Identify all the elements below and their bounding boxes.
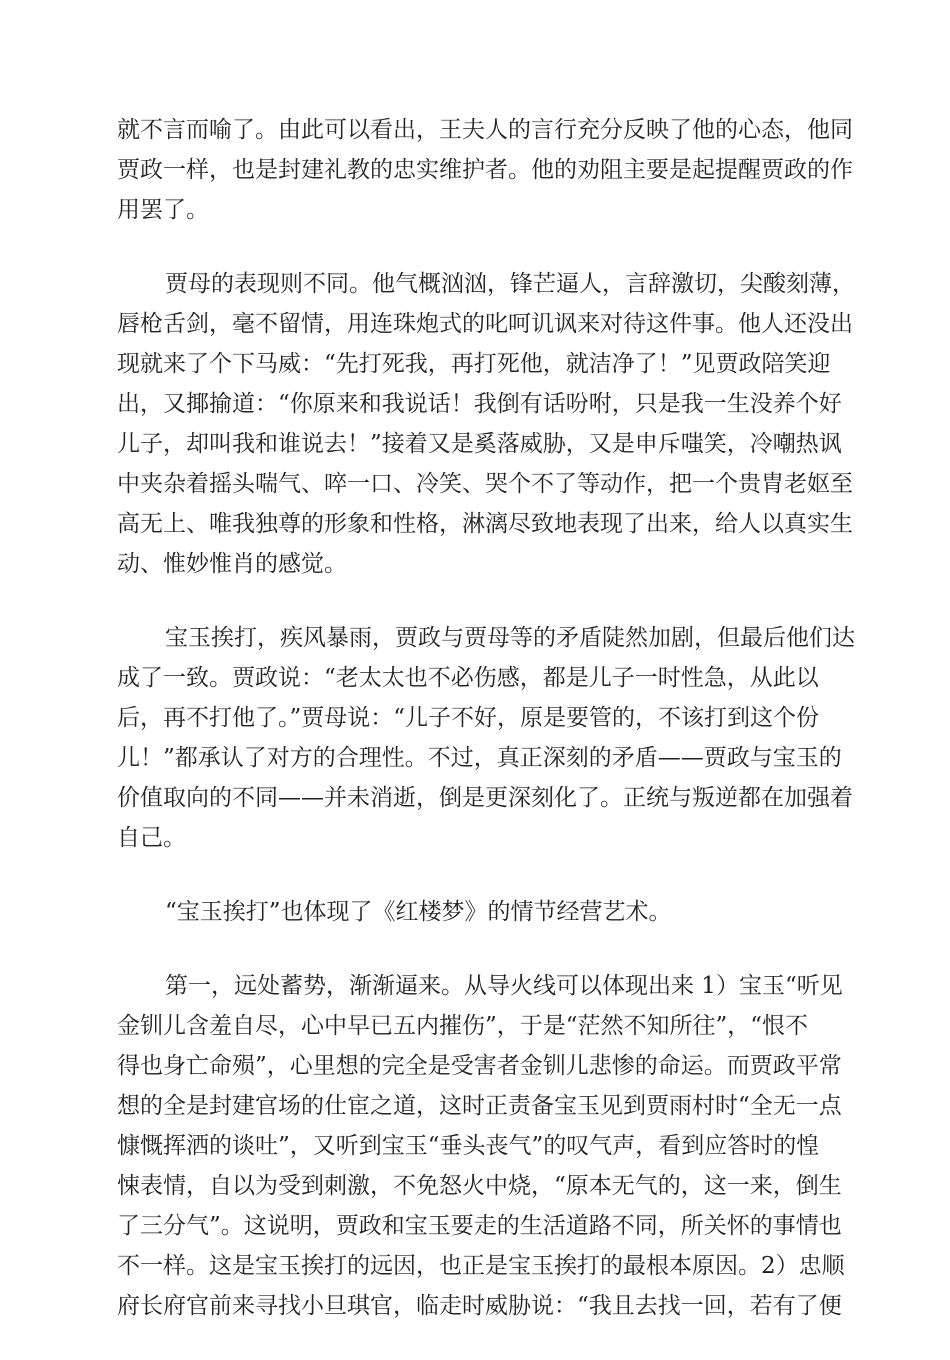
document-body <box>117 110 855 1360</box>
text-line: 想的全是封建官场的仕宦之道，这时正责备宝玉见到贾雨村时“全无一点 <box>117 1093 842 1119</box>
text-line: 了三分气”。这说明，贾政和宝玉要走的生活道路不同，所关怀的事情也 <box>117 1213 842 1239</box>
text-line: 唇枪舌剑，毫不留情，用连珠炮式的叱呵讥讽来对待这件事。他人还没出 <box>117 311 853 337</box>
text-line: 得也身亡命殒”，心里想的完全是受害者金钏儿悲惨的命运。而贾政平常 <box>117 1053 842 1079</box>
text-line: 宝玉挨打，疾风暴雨，贾政与贾母等的矛盾陡然加剧，但最后他们达 <box>165 625 855 651</box>
paragraph-2 <box>117 264 855 584</box>
text-line: 慷慨挥洒的谈吐”，又听到宝玉“垂头丧气”的叹气声，看到应答时的惶 <box>117 1133 820 1159</box>
text-line: 动、惟妙惟肖的感觉。 <box>117 551 347 577</box>
text-line: 出，又揶揄道：“你原来和我说话！我倒有话吩咐，只是我一生没养个好 <box>117 391 842 417</box>
text-line: 高无上、唯我独尊的形象和性格，淋漓尽致地表现了出来，给人以真实生 <box>117 511 853 537</box>
text-line: 价值取向的不同——并未消逝，倒是更深刻化了。正统与叛逆都在加强着 <box>117 785 853 811</box>
text-line: 儿！”都承认了对方的合理性。不过，真正深刻的矛盾——贾政与宝玉的 <box>117 745 842 771</box>
text-line: 不一样。这是宝玉挨打的远因，也正是宝玉挨打的最根本原因。2）忠顺 <box>117 1253 845 1279</box>
text-line: 贾母的表现则不同。他气概汹汹，锋芒逼人，言辞激切，尖酸刻薄， <box>165 271 855 297</box>
text-line: 第一，远处蓄势，渐渐逼来。从导火线可以体现出来 1）宝玉“听见 <box>165 973 843 999</box>
paragraph-4 <box>117 892 833 932</box>
text-line: 府长府官前来寻找小旦琪官，临走时威胁说：“我且去找一回，若有了便 <box>117 1293 842 1319</box>
text-line: 用罢了。 <box>117 197 209 223</box>
paragraph-5 <box>117 966 845 1326</box>
text-line: 自己。 <box>117 825 186 851</box>
paragraph-3 <box>117 618 855 858</box>
text-line: 儿子，却叫我和谁说去！”接着又是奚落威胁，又是申斥嗤笑，冷嘲热讽 <box>117 431 842 457</box>
text-line: 后，再不打他了。”贾母说：“儿子不好，原是要管的，不该打到这个份 <box>117 705 820 731</box>
paragraph-1 <box>117 110 853 230</box>
text-line: 金钏儿含羞自尽，心中早已五内摧伤”，于是“茫然不知所往”，“恨不 <box>117 1013 809 1039</box>
text-line: 现就来了个下马威：“先打死我，再打死他，就洁净了！”见贾政陪笑迎 <box>117 351 831 377</box>
text-line: 悚表情，自以为受到刺激，不免怒火中烧，“原本无气的，这一来，倒生 <box>117 1173 842 1199</box>
text-line: 贾政一样，也是封建礼教的忠实维护者。他的劝阻主要是起提醒贾政的作 <box>117 157 853 183</box>
text-line: 成了一致。贾政说：“老太太也不必伤感，都是儿子一时性急，从此以 <box>117 665 819 691</box>
text-line: “宝玉挨打”也体现了《红楼梦》的情节经营艺术。 <box>165 899 672 925</box>
text-line: 中夹杂着摇头喘气、啐一口、冷笑、哭个不了等动作，把一个贵胄老妪至 <box>117 471 853 497</box>
text-line: 就不言而喻了。由此可以看出，王夫人的言行充分反映了他的心态，他同 <box>117 117 853 143</box>
